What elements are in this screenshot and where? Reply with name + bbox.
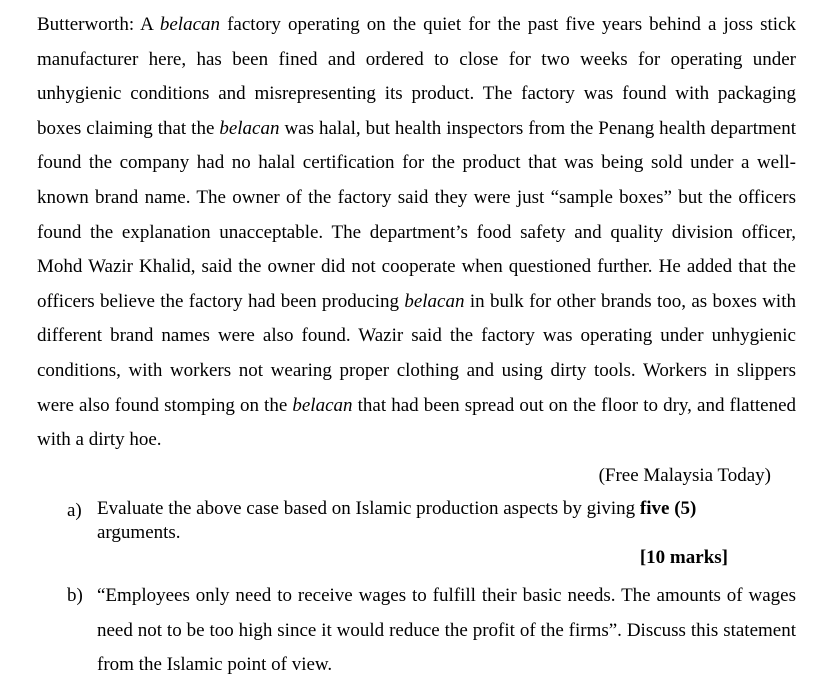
article-term-belacan: belacan (219, 117, 280, 139)
article-text-1: Butterworth: A (37, 14, 160, 35)
question-a-text-start: Evaluate the above case based on Islamic production aspects by giving (97, 498, 640, 519)
article-text-2: factory operating on the quiet for the past five years behind a joss stick manufacturer here, has been fined and ordered to close for two weeks for operating under unhygienic conditions and misrepresenting its product. The factory was found with packaging boxes claiming that the (37, 14, 796, 139)
article-term-belacan: belacan (292, 394, 353, 416)
question-a-text (97, 497, 767, 545)
question-a-marks: [10 marks] (639, 547, 728, 568)
article-text-4: in bulk for other brands too, as boxes with different brand names were also found. Wazir said the factory was operating under unhygienic conditions, with workers not wearing proper clothing and using dirty tools. Workers in slippers were also found stomping on the (37, 290, 796, 416)
question-a-count: five (5) (639, 498, 697, 519)
article-term-belacan: belacan (404, 290, 465, 312)
article-text-5: that had been spread out on the floor to dry, and flattened with a dirty hoe. (37, 394, 796, 451)
question-a-text-end: arguments. (97, 522, 181, 543)
question-a-marker: a) (67, 500, 82, 521)
article-text-3: was halal, but health inspectors from the Penang health department found the company had no halal certification for the product that was being sold under a well-known brand name. The owner of the factory said they were just “sample boxes” but the officers found the explanation unacceptable. The department’s food safety and quality division officer, Mohd Wazir Khalid, said the owner did not cooperate when questioned further. He added that the officers believe the factory had been producing (37, 117, 796, 312)
question-b-marker: b) (67, 585, 83, 606)
article-term-belacan: belacan (159, 14, 221, 35)
question-b-text: “Employees only need to receive wages to fulfill their basic needs. The amounts of wages need not to be too high since it would reduce the profit of the firms”. Discuss this statement from the Islamic point of view. (97, 585, 796, 676)
case-article (37, 8, 796, 458)
article-source: (Free Malaysia Today) (598, 465, 771, 486)
